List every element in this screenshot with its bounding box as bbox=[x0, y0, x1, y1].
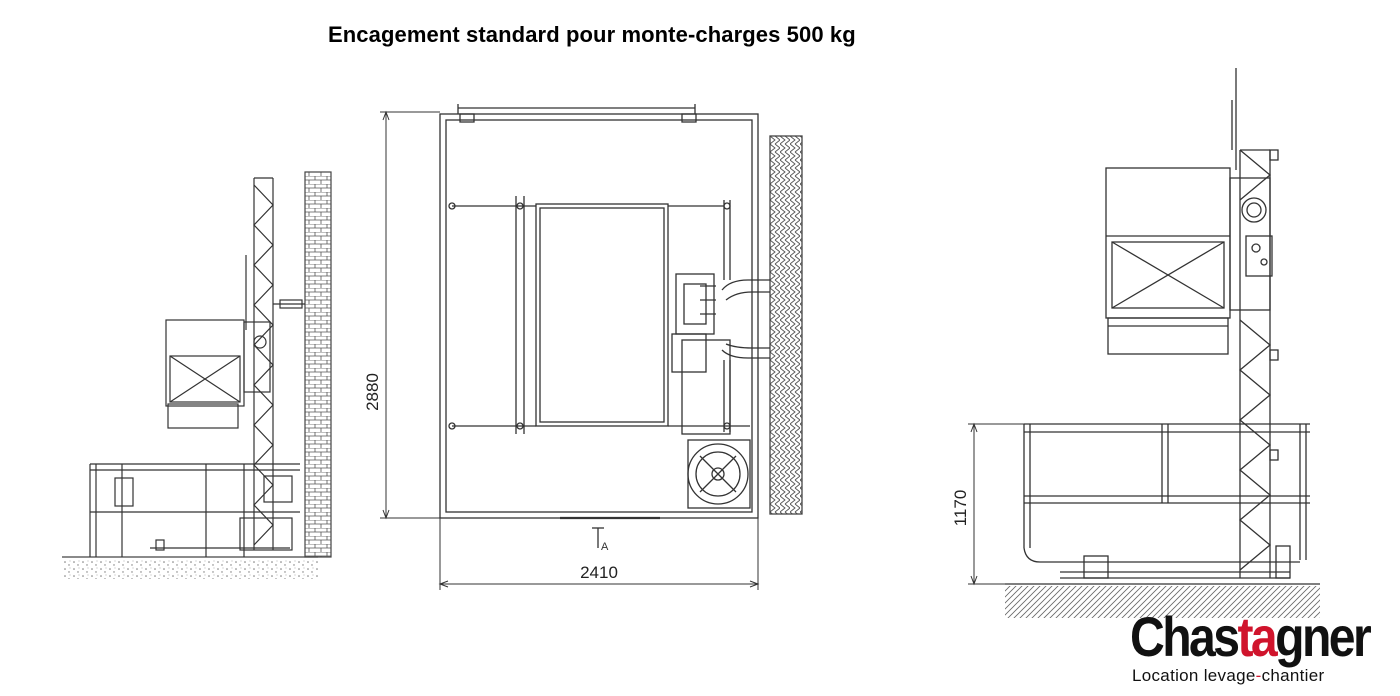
side-view-right bbox=[1005, 68, 1320, 618]
mast-left bbox=[246, 178, 305, 550]
brand-logo bbox=[1124, 605, 1394, 692]
plan-view bbox=[440, 104, 802, 553]
dimension-1170 bbox=[968, 424, 1024, 584]
dimension-label-height-side: 1170 bbox=[951, 489, 970, 527]
logo-word-end: gner bbox=[1275, 605, 1370, 668]
logo-tagline-main: Location levage bbox=[1132, 666, 1256, 685]
dimension-label-width-plan: 2410 bbox=[580, 563, 618, 582]
logo-tagline-end: chantier bbox=[1261, 666, 1325, 685]
enclosure-left bbox=[90, 464, 300, 557]
mast-right bbox=[1232, 68, 1278, 578]
logo-word-accent: ta bbox=[1237, 605, 1276, 668]
logo-tagline bbox=[1132, 666, 1324, 686]
marker-label: A bbox=[601, 541, 609, 553]
ground-left bbox=[62, 559, 318, 579]
brick-wall-plan bbox=[770, 136, 802, 514]
dimension-label-height-plan: 2880 bbox=[363, 373, 382, 411]
car-platform bbox=[536, 204, 668, 426]
diagram-title: Encagement standard pour monte-charges 500 kg bbox=[328, 22, 856, 47]
brick-wall-left bbox=[305, 172, 331, 557]
logo-tagline-accent: - bbox=[1255, 666, 1262, 685]
logo-wordmark bbox=[1130, 604, 1369, 669]
side-view-left bbox=[62, 172, 331, 579]
dimension-2880 bbox=[380, 112, 440, 518]
logo-word-main: Chas bbox=[1130, 605, 1238, 668]
